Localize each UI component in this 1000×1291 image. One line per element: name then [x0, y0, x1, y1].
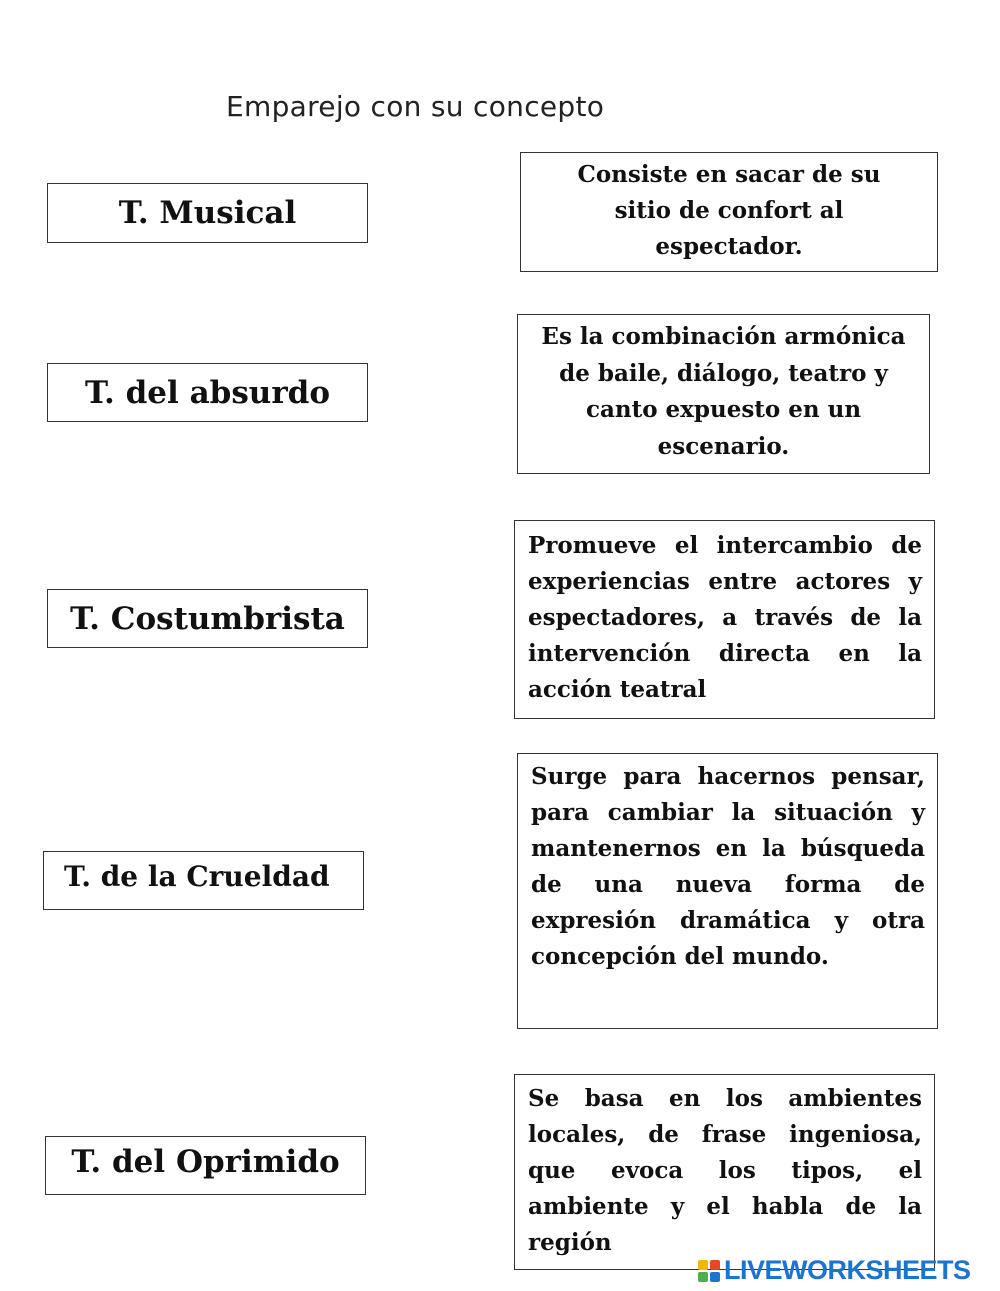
- term-box-costumbrista[interactable]: [47, 589, 368, 648]
- definition-text: Es la combinación armónica de baile, diálogo, teatro y canto expuesto en un escenario.: [541, 323, 906, 460]
- definition-text: Surge para hacernos pensar, para cambiar la situación y mantenernos en la búsqueda de una nueva forma de expresión dramática y otra concepción del mundo.: [531, 763, 925, 970]
- term-label: T. del Oprimido: [71, 1144, 340, 1180]
- term-box-oprimido[interactable]: [45, 1136, 366, 1195]
- liveworksheets-icon: [698, 1260, 720, 1282]
- definition-text: Promueve el intercambio de experiencias entre actores y espectadores, a través de la intervención directa en la acción teatral: [528, 532, 922, 703]
- definition-box-5[interactable]: [514, 1074, 935, 1270]
- term-box-absurdo[interactable]: [47, 363, 368, 422]
- term-label: T. de la Crueldad: [64, 860, 330, 893]
- term-label: T. Musical: [118, 195, 297, 231]
- liveworksheets-logo: [698, 1255, 971, 1286]
- term-label: T. Costumbrista: [70, 600, 345, 637]
- logo-wordmark: LIVEWORKSHEETS: [724, 1255, 971, 1285]
- term-box-musical[interactable]: [47, 183, 368, 243]
- definition-text: Consiste en sacar de su sitio de confort al espectador.: [577, 161, 881, 260]
- definition-box-2[interactable]: [517, 314, 930, 474]
- term-label: T. del absurdo: [84, 374, 331, 411]
- definition-box-1[interactable]: [520, 152, 938, 272]
- instruction-title: Emparejo con su concepto: [226, 90, 605, 123]
- term-box-crueldad[interactable]: [43, 851, 364, 910]
- definition-box-4[interactable]: [517, 753, 938, 1029]
- definition-box-3[interactable]: [514, 520, 935, 719]
- definition-text: Se basa en los ambientes locales, de frase ingeniosa, que evoca los tipos, el ambiente y el habla de la región: [528, 1085, 922, 1256]
